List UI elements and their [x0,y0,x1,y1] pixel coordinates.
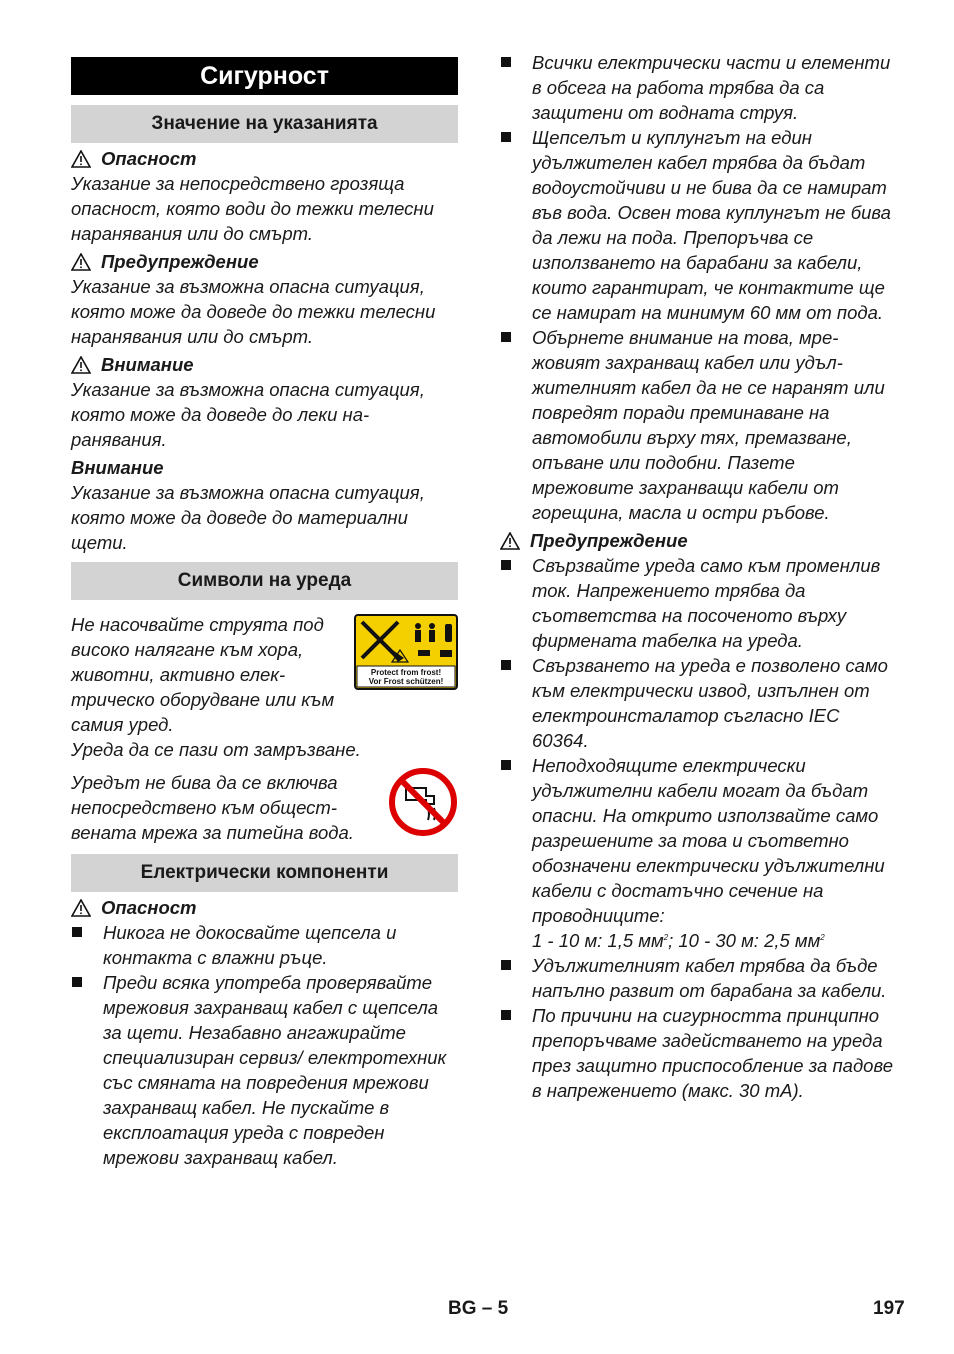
electrical-right-list-bottom [500,553,900,1103]
electrical-danger-heading [71,895,458,920]
note-heading-text: Опасност [101,148,197,169]
electrical-left-list [71,920,458,1170]
list-item: Преди всяка употреба проверявайте мрежовия захранващ кабел с щепсела за щети. Незабавно ангажирайте специализиран сервиз/ електротехник със смяната на повредения мрежови захранващ кабел. Не пускайте в експлоатация уреда с повреден мрежови захранващ кабел. [71,970,458,1170]
page-number: 197 [873,1298,905,1319]
warning-triangle-icon [71,899,91,917]
list-item: Всички електрически части и елементи в обсега на работа трябва да са защитени от водната струя. [500,50,900,125]
warning-triangle-icon [71,150,91,168]
section-symbols-heading: Символи на уреда [71,562,458,600]
electrical-danger-heading-text: Опасност [101,897,197,918]
note-attention-heading [71,455,458,480]
list-item: Щепселът и куплунгът на един удължителен кабел трябва да бъдат водоустойчиви и не бива да се намират във вода. Освен това куплунгът не бива да лежи на пода. Препоръчва се използването на барабани за кабели, които гарантират, че контактите ще се намират на минимум 60 мм от пода. [500,125,900,325]
note-text: Указание за възможна опасна ситуация, която може да доведе до материални щети. [71,482,425,553]
note-text: Указание за възможна опасна ситуация, която може да доведе до тежки телесни наранявания или до смърт. [71,276,436,347]
device-label-image [354,614,458,690]
list-item: По причини на сигурността принципно препоръчваме задействането на уреда през защитно приспособление за падове в напрежението (макс. 30 mA). [500,1003,900,1103]
footer-section-label: BG – 5 [448,1298,509,1319]
note-danger-heading [71,146,458,171]
list-item-text: Неподходящите електрически удължителни кабели могат да бъдат опасни. На открито използвайте само разрешените за това и съответно обозначени електрически удължителни кабели с достатъчно сечение на проводниците: [532,755,885,926]
list-item [500,753,900,953]
note-warning-heading [71,249,458,274]
note-heading-text: Внимание [71,457,164,478]
note-heading-text: Предупреждение [101,251,259,272]
list-item: Свързвайте уреда само към променлив ток. Напрежението трябва да съответства на посоченото върху фирмената табелка на уреда. [500,553,900,653]
symbol-jet-block [71,612,458,737]
electrical-warning-heading-text: Предупреждение [530,530,688,551]
warning-triangle-icon [71,356,91,374]
page-title: Сигурност [71,57,458,95]
list-item: Никога не докосвайте щепсела и контакта с влажни ръце. [71,920,458,970]
label-text-en: Protect from frost! [370,668,442,677]
left-column [71,57,458,1170]
no-drinking-water-connection-icon [388,766,458,838]
right-column [500,50,900,1103]
symbol-water-text: Уредът не бива да се включва непосредствено към обществената мрежа за питейна вода. [71,772,354,843]
symbol-frost-text: Уреда да се пази от замръзване. [71,739,361,760]
note-text: Указание за възможна опасна ситуация, която може да доведе до леки наранявания. [71,379,425,450]
electrical-right-list-top [500,50,900,525]
note-heading-text: Внимание [101,354,194,375]
electrical-warning-heading [500,528,900,553]
warning-triangle-icon [500,532,520,550]
list-item: Удължителният кабел трябва да бъде напълно развит от барабана за кабели. [500,953,900,1003]
note-text: Указание за непосредствено грозяща опасност, която води до тежки телесни наранявания или до смърт. [71,173,434,244]
symbol-jet-text: Не насочвайте струята под високо налягане към хора, животни, активно електрическо оборудване или към самия уред. [71,614,335,735]
symbol-water-block [71,770,458,845]
list-item: Обърнете внимание на това, мрежовият захранващ кабел или удължителният кабел да не се наранят или повредят поради преминаване на автомобили върху тях, премазване, опъване или подобни. Пазете мрежовите захранващи кабели от горещина, масла и остри ръбове. [500,325,900,525]
note-caution-heading [71,352,458,377]
label-text-de: Vor Frost schützen! [368,677,444,686]
warning-triangle-icon [71,253,91,271]
section-meaning-heading: Значение на указанията [71,105,458,143]
list-item: Свързването на уреда е позволено само към електрически извод, изпълнен от електроинсталатор съгласно IEC 60364. [500,653,900,753]
section-electrical-heading: Електрически компоненти [71,854,458,892]
cable-spec: 1 - 10 м: 1,5 $мм^2$; 10 - 30 м: 2,5 $мм^2$ [532,930,825,951]
